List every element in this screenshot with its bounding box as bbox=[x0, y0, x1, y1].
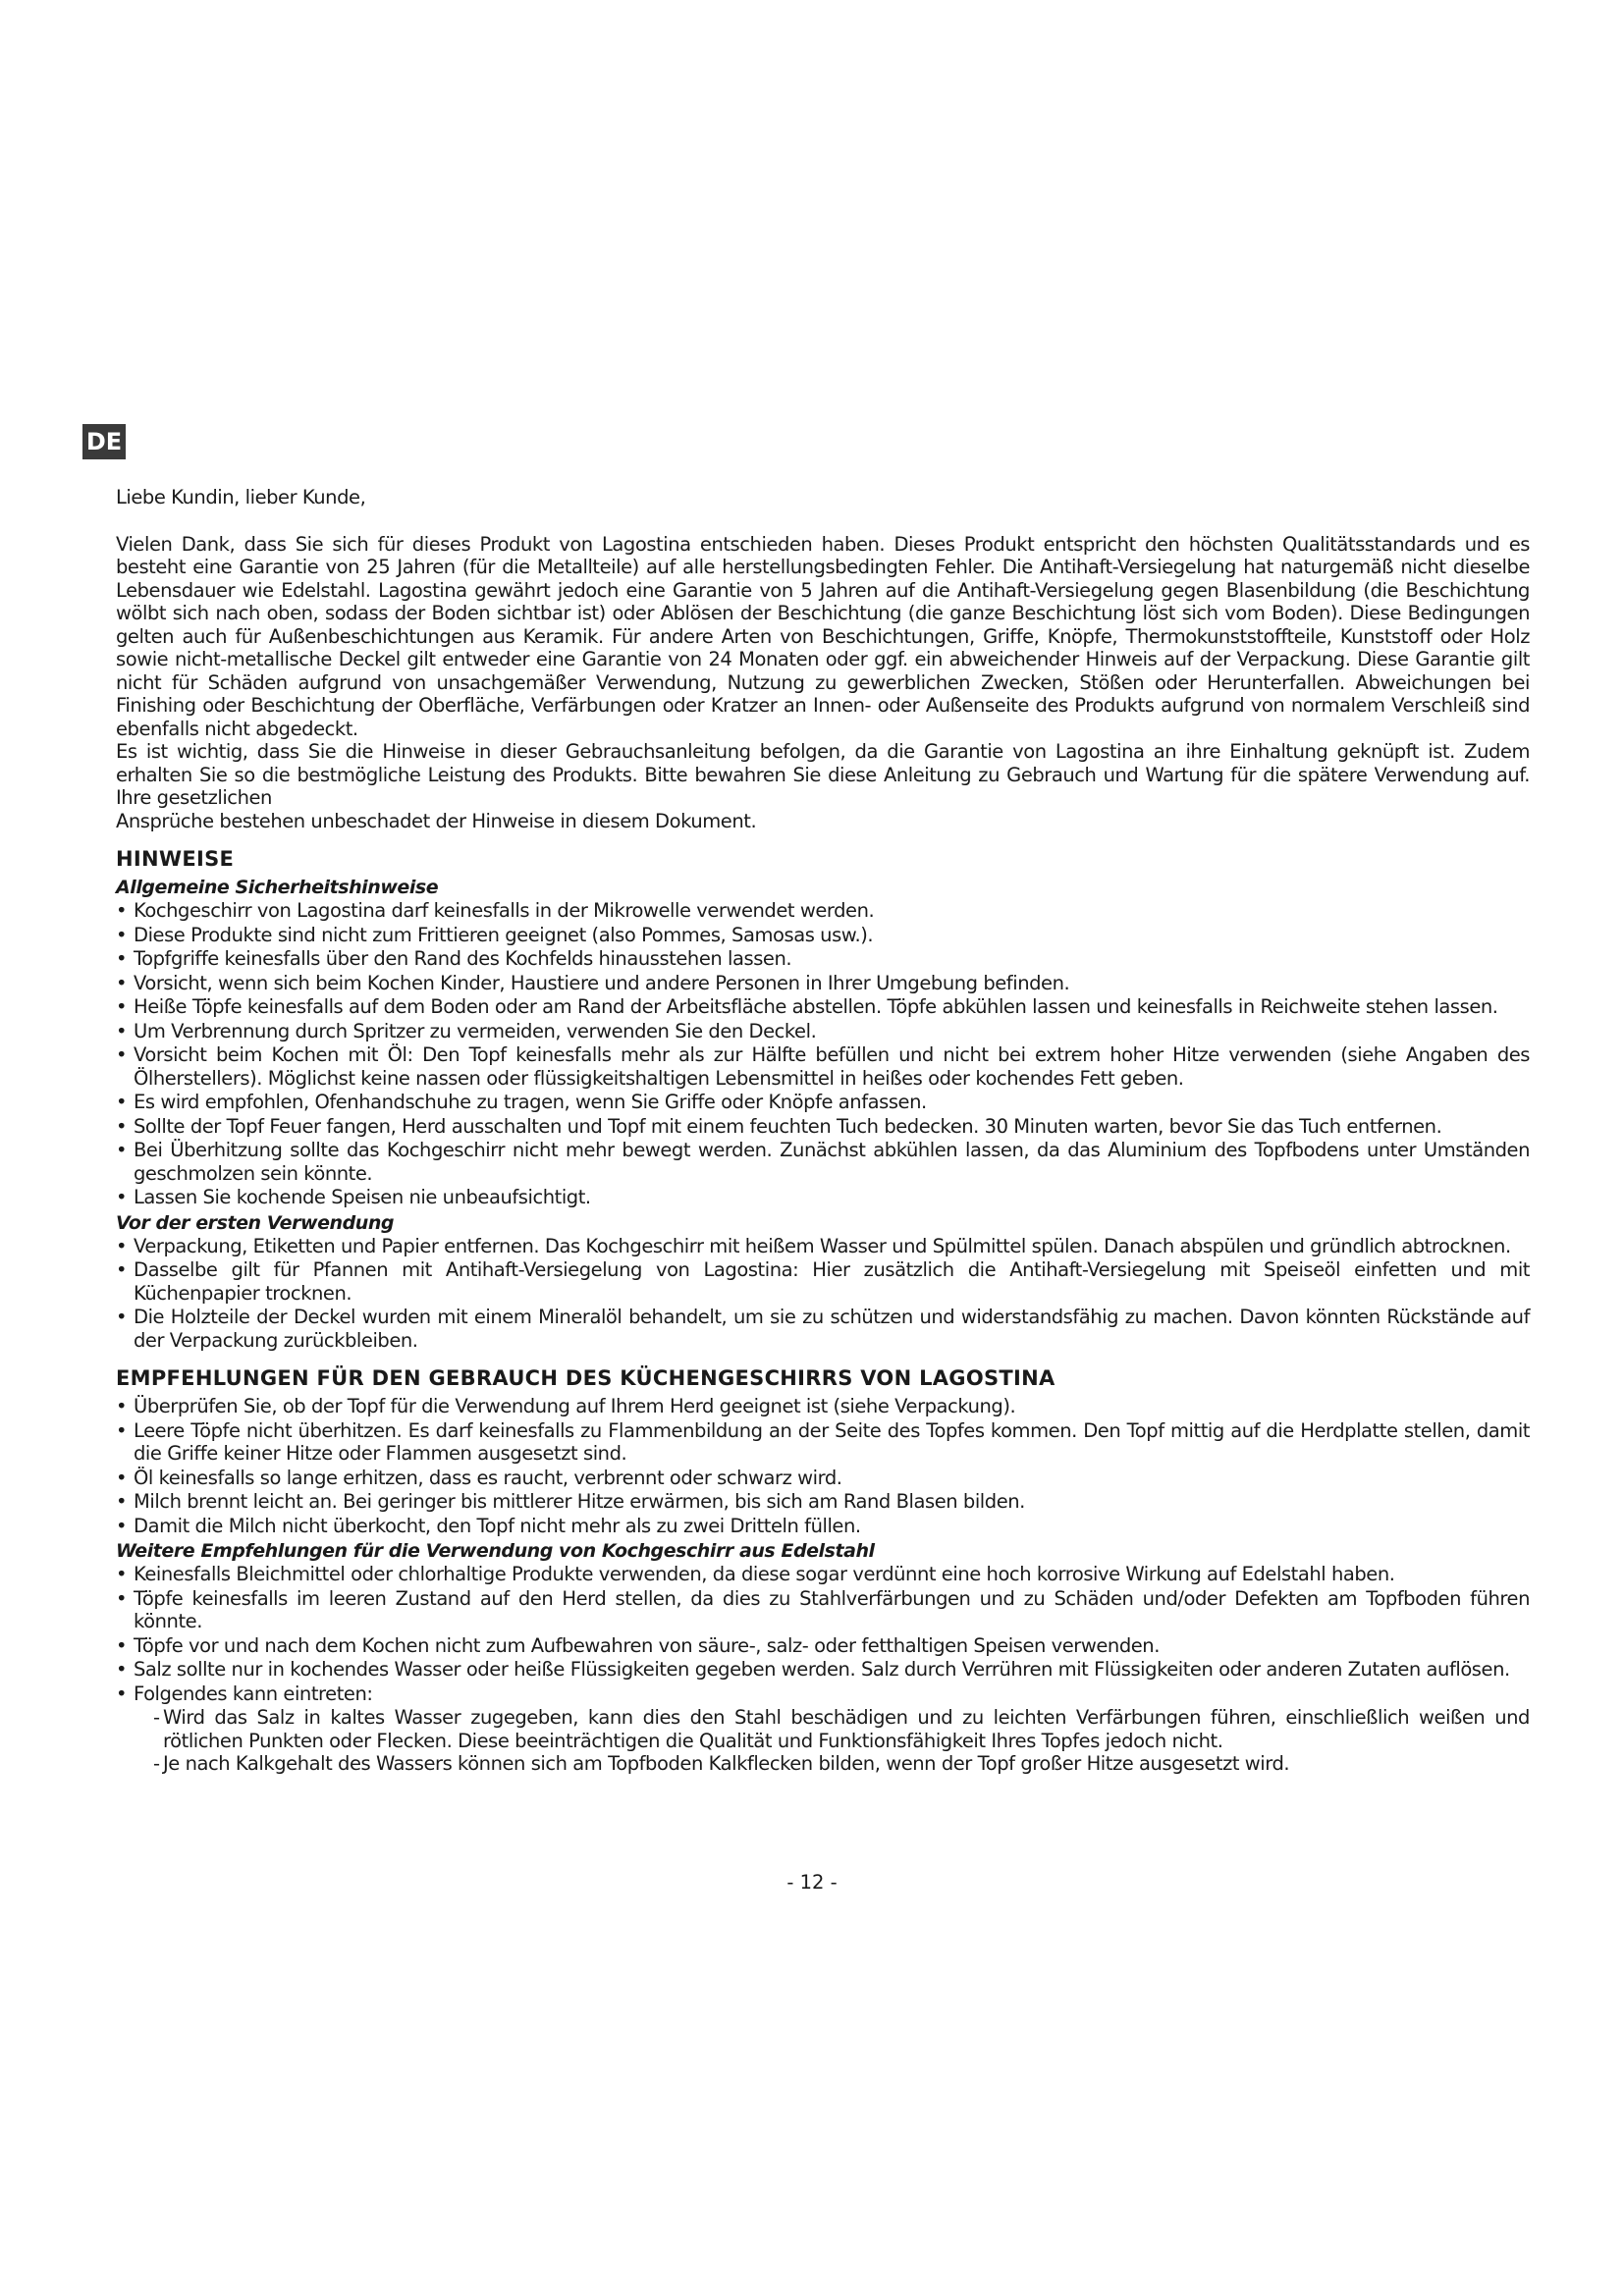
bullet-icon: • bbox=[116, 1043, 128, 1066]
list-item: • Diese Produkte sind nicht zum Frittieren geeignet (also Pommes, Samosas usw.). bbox=[116, 923, 874, 946]
list-item: • Die Holzteile der Deckel wurden mit einem Mineralöl behandelt, um sie zu schützen und widerstandsfähig zu machen. Davon könnten Rückstände auf der Verpackung zurückbleiben. bbox=[116, 1306, 1530, 1352]
section-title-hinweise: HINWEISE bbox=[116, 847, 235, 871]
list-item: • Überprüfen Sie, ob der Topf für die Verwendung auf Ihrem Herd geeignet ist (siehe Verpackung). bbox=[116, 1395, 1016, 1417]
bullet-icon: • bbox=[116, 1186, 128, 1208]
first-use-list bbox=[116, 1235, 1530, 1353]
bullet-icon: • bbox=[116, 1682, 128, 1705]
list-item: • Dasselbe gilt für Pfannen mit Antihaft-Versiegelung von Lagostina: Hier zusätzlich die Antihaft-Versiegelung mit Speiseöl einfetten und mit Küchenpapier trocknen. bbox=[116, 1258, 1530, 1305]
list-item: • Damit die Milch nicht überkocht, den Topf nicht mehr als zu zwei Dritteln füllen. bbox=[116, 1514, 861, 1537]
bullet-icon: • bbox=[116, 1490, 128, 1513]
section-title-empfehlungen: EMPFEHLUNGEN FÜR DEN GEBRAUCH DES KÜCHENGESCHIRRS VON LAGOSTINA bbox=[116, 1366, 1056, 1390]
list-item: • Heiße Töpfe keinesfalls auf dem Boden oder am Rand der Arbeitsfläche abstellen. Töpfe abkühlen lassen und keinesfalls in Reichweite stehen lassen. bbox=[116, 995, 1498, 1018]
subsection-title-stainless: Weitere Empfehlungen für die Verwendung von Kochgeschirr aus Edelstahl bbox=[116, 1540, 875, 1562]
list-item: • Folgendes kann eintreten: bbox=[116, 1682, 373, 1705]
list-item: • Töpfe keinesfalls im leeren Zustand auf den Herd stellen, da dies zu Stahlverfärbungen und zu Schäden und/oder Defekten am Topfboden führen könnte. bbox=[116, 1586, 1530, 1632]
list-item: • Topfgriffe keinesfalls über den Rand des Kochfelds hinausstehen lassen. bbox=[116, 947, 792, 970]
bullet-icon: • bbox=[116, 1114, 128, 1138]
bullet-icon: • bbox=[116, 1091, 128, 1113]
intro-paragraph-warranty: Vielen Dank, dass Sie sich für dieses Produkt von Lagostina entschieden haben. Dieses Produkt entspricht den höchsten Qualitätsstandards und es besteht eine Garantie von 25 Jahren (für die Metallteile) auf alle herstellungsbedingten Fehler. Die Antihaft-Versiegelung hat naturgemäß nicht dieselbe Lebensdauer wie Edelstahl. Lagostina gewährt jedoch eine Garantie von 5 Jahren auf die Antihaft-Versiegelung gegen Blasenbildung (die Beschichtung wölbt sich nach oben, sodass der Boden sichtbar ist) oder Ablösen der Beschichtung (die ganze Beschichtung löst sich vom Boden). Diese Bedingungen gelten auch für Außenbeschichtungen aus Keramik. Für andere Arten von Beschichtungen, Griffe, Knöpfe, Thermokunststoffteile, Kunststoff oder Holz sowie nicht-metallische Deckel gilt entweder eine Garantie von 24 Monaten oder ggf. ein abweichender Hinweis auf der Verpackung. Diese Garantie gilt nicht für Schäden aufgrund von unsachgemäßer Verwendung, Nutzung zu gewerblichen Zwecken, Stößen oder Herunterfallen. Abweichungen bei Finishing oder Beschichtung der Oberfläche, Verfärbungen oder Kratzer an Innen- oder Außenseite des Produkts aufgrund von normalem Verschleiß sind ebenfalls nicht abgedeckt. bbox=[116, 532, 1530, 740]
salutation: Liebe Kundin, lieber Kunde, bbox=[116, 486, 366, 508]
bullet-icon: • bbox=[116, 1258, 128, 1281]
list-item: • Töpfe vor und nach dem Kochen nicht zum Aufbewahren von säure-, salz- oder fetthaltigen Speisen verwenden. bbox=[116, 1633, 1160, 1657]
bullet-icon: • bbox=[116, 1418, 128, 1442]
list-item: • Lassen Sie kochende Speisen nie unbeaufsichtigt. bbox=[116, 1186, 591, 1208]
list-item: • Kochgeschirr von Lagostina darf keinesfalls in der Mikrowelle verwendet werden. bbox=[116, 899, 875, 922]
safety-list bbox=[116, 899, 1530, 1209]
bullet-icon: • bbox=[116, 995, 128, 1018]
list-item: • Leere Töpfe nicht überhitzen. Es darf keinesfalls zu Flammenbildung an der Seite des Topfes kommen. Den Topf mittig auf die Herdplatte stellen, damit die Griffe keiner Hitze oder Flammen ausgesetzt sind. bbox=[116, 1418, 1530, 1465]
list-item: • Vorsicht beim Kochen mit Öl: Den Topf keinesfalls mehr als zur Hälfte befüllen und nicht bei extrem hoher Hitze verwenden (siehe Angaben des Ölherstellers). Möglichst keine nassen oder flüssigkeitshaltigen Lebensmittel in heißes oder kochendes Fett geben. bbox=[116, 1043, 1530, 1090]
list-item: • Um Verbrennung durch Spritzer zu vermeiden, verwenden Sie den Deckel. bbox=[116, 1019, 817, 1042]
list-item: • Es wird empfohlen, Ofenhandschuhe zu tragen, wenn Sie Griffe oder Knöpfe anfassen. bbox=[116, 1091, 927, 1113]
bullet-icon: • bbox=[116, 1658, 128, 1681]
bullet-icon: • bbox=[116, 1234, 128, 1257]
stainless-list bbox=[116, 1563, 1530, 1705]
intro-paragraph-instructions: Es ist wichtig, dass Sie die Hinweise in dieser Gebrauchsanleitung befolgen, da die Garantie von Lagostina an ihre Einhaltung geknüpft ist. Zudem erhalten Sie so die bestmögliche Leistung des Produkts. Bitte bewahren Sie diese Anleitung zu Gebrauch und Wartung für die spätere Verwendung auf. Ihre gesetzlichen bbox=[116, 740, 1530, 809]
bullet-icon: • bbox=[116, 971, 128, 994]
list-item: • Sollte der Topf Feuer fangen, Herd ausschalten und Topf mit einem feuchten Tuch bedecken. 30 Minuten warten, bevor Sie das Tuch entfernen. bbox=[116, 1114, 1442, 1138]
list-item: • Keinesfalls Bleichmittel oder chlorhaltige Produkte verwenden, da diese sogar verdünnt eine hoch korrosive Wirkung auf Edelstahl haben. bbox=[116, 1563, 1395, 1585]
stainless-sub-list bbox=[116, 1706, 1530, 1776]
list-item: • Vorsicht, wenn sich beim Kochen Kinder, Haustiere und andere Personen in Ihrer Umgebung befinden. bbox=[116, 971, 1070, 994]
bullet-icon: • bbox=[116, 1466, 128, 1489]
bullet-icon: • bbox=[116, 923, 128, 946]
subsection-title-first-use: Vor der ersten Verwendung bbox=[116, 1211, 395, 1234]
list-item: • Salz sollte nur in kochendes Wasser oder heiße Flüssigkeiten gegeben werden. Salz durch Verrühren mit Flüssigkeiten oder anderen Zutaten auflösen. bbox=[116, 1658, 1510, 1681]
document-body bbox=[116, 486, 1530, 1776]
bullet-icon: • bbox=[116, 1633, 128, 1657]
list-item: • Verpackung, Etiketten und Papier entfernen. Das Kochgeschirr mit heißem Wasser und Spülmittel spülen. Danach abspülen und gründlich abtrocknen. bbox=[116, 1234, 1511, 1257]
bullet-icon: • bbox=[116, 1563, 128, 1585]
bullet-icon: • bbox=[116, 1395, 128, 1417]
list-item: - Je nach Kalkgehalt des Wassers können sich am Topfboden Kalkflecken bilden, wenn der Topf großer Hitze ausgesetzt wird. bbox=[153, 1752, 1290, 1775]
language-badge: DE bbox=[82, 424, 126, 459]
list-item: • Öl keinesfalls so lange erhitzen, dass es raucht, verbrennt oder schwarz wird. bbox=[116, 1466, 842, 1489]
dash-icon: - bbox=[153, 1706, 160, 1729]
bullet-icon: • bbox=[116, 947, 128, 970]
recommendations-list bbox=[116, 1395, 1530, 1537]
list-item: • Milch brennt leicht an. Bei geringer bis mittlerer Hitze erwärmen, bis sich am Rand Blasen bilden. bbox=[116, 1490, 1025, 1513]
list-item: - Wird das Salz in kaltes Wasser zugegeben, kann dies den Stahl beschädigen und zu leichten Verfärbungen führen, einschließlich weißen und rötlichen Punkten oder Flecken. Diese beeinträchtigen die Qualität und Funktionsfähigkeit Ihres Topfes jedoch nicht. bbox=[153, 1706, 1530, 1752]
intro-paragraph-legal: Ansprüche bestehen unbeschadet der Hinweise in diesem Dokument. bbox=[116, 809, 757, 832]
bullet-icon: • bbox=[116, 1139, 128, 1161]
subsection-title-safety: Allgemeine Sicherheitshinweise bbox=[116, 877, 439, 898]
list-item: • Bei Überhitzung sollte das Kochgeschirr nicht mehr bewegt werden. Zunächst abkühlen lassen, da das Aluminium des Topfbodens unter Umständen geschmolzen sein könnte. bbox=[116, 1139, 1530, 1185]
bullet-icon: • bbox=[116, 1019, 128, 1042]
bullet-icon: • bbox=[116, 1586, 128, 1610]
bullet-icon: • bbox=[116, 1514, 128, 1537]
bullet-icon: • bbox=[116, 899, 128, 922]
dash-icon: - bbox=[153, 1752, 160, 1775]
page-number: - 12 - bbox=[786, 1871, 838, 1894]
bullet-icon: • bbox=[116, 1306, 128, 1328]
